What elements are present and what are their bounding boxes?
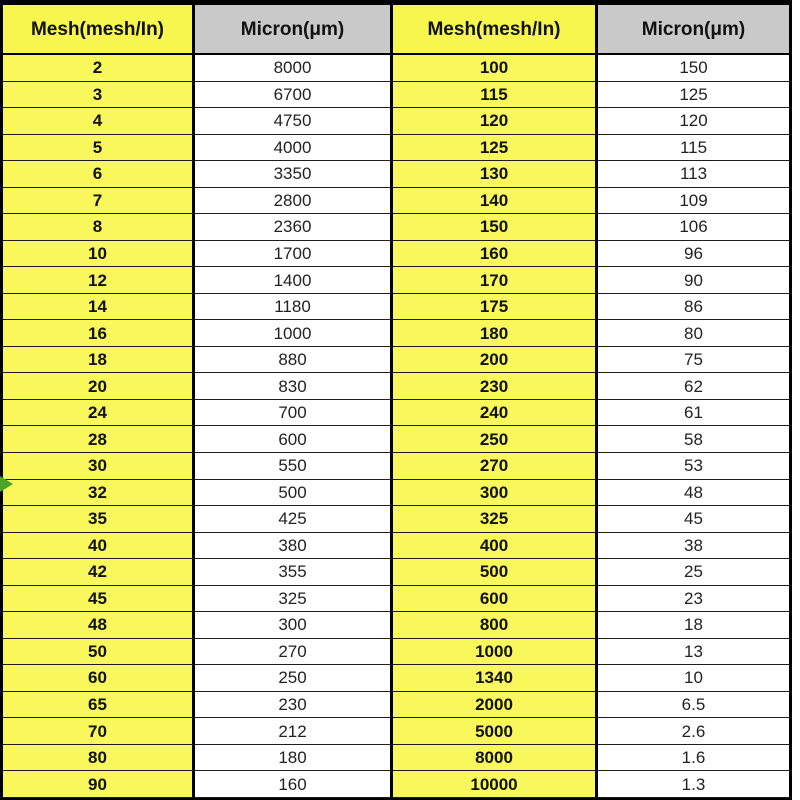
table-row [0,214,792,241]
micron-cell: 86 [598,294,792,321]
micron-cell: 53 [598,453,792,480]
mesh-cell: 12 [0,267,195,294]
micron-cell: 10 [598,665,792,692]
mesh-cell: 65 [0,692,195,719]
micron-cell: 150 [598,55,792,82]
mesh-cell: 4 [0,108,195,135]
micron-cell: 4750 [195,108,393,135]
table-row [0,692,792,719]
micron-cell: 300 [195,612,393,639]
mesh-cell: 60 [0,665,195,692]
mesh-cell: 32 [0,480,195,507]
micron-cell: 3350 [195,161,393,188]
mesh-cell: 175 [393,294,598,321]
micron-cell: 1400 [195,267,393,294]
table-row [0,400,792,427]
green-arrow-artifact-icon [0,476,13,492]
micron-cell: 96 [598,241,792,268]
header-cell-mesh-right: Mesh(mesh/In) [393,5,598,55]
header-cell-micron-right: Micron(μm) [598,5,792,55]
micron-cell: 830 [195,373,393,400]
mesh-cell: 35 [0,506,195,533]
mesh-cell: 240 [393,400,598,427]
mesh-cell: 600 [393,586,598,613]
mesh-cell: 270 [393,453,598,480]
table-row [0,320,792,347]
micron-cell: 250 [195,665,393,692]
header-cell-micron-left: Micron(μm) [195,5,393,55]
table-row [0,347,792,374]
mesh-cell: 160 [393,241,598,268]
micron-cell: 2.6 [598,718,792,745]
mesh-cell: 42 [0,559,195,586]
mesh-cell: 125 [393,135,598,162]
micron-cell: 125 [598,82,792,109]
mesh-cell: 70 [0,718,195,745]
micron-cell: 25 [598,559,792,586]
mesh-cell: 230 [393,373,598,400]
micron-cell: 425 [195,506,393,533]
mesh-cell: 50 [0,639,195,666]
mesh-cell: 16 [0,320,195,347]
micron-cell: 113 [598,161,792,188]
micron-cell: 550 [195,453,393,480]
micron-cell: 230 [195,692,393,719]
mesh-cell: 14 [0,294,195,321]
mesh-cell: 115 [393,82,598,109]
micron-cell: 1.3 [598,771,792,798]
mesh-cell: 1000 [393,639,598,666]
micron-cell: 115 [598,135,792,162]
micron-cell: 75 [598,347,792,374]
micron-cell: 90 [598,267,792,294]
mesh-cell: 3 [0,82,195,109]
mesh-cell: 5000 [393,718,598,745]
micron-cell: 500 [195,480,393,507]
mesh-cell: 8000 [393,745,598,772]
table-row [0,241,792,268]
mesh-cell: 45 [0,586,195,613]
micron-cell: 109 [598,188,792,215]
table-row [0,55,792,82]
table-row [0,718,792,745]
mesh-cell: 20 [0,373,195,400]
mesh-cell: 250 [393,426,598,453]
table-row [0,108,792,135]
table-row [0,559,792,586]
mesh-cell: 90 [0,771,195,798]
micron-cell: 160 [195,771,393,798]
table-row [0,506,792,533]
table-row [0,586,792,613]
mesh-cell: 8 [0,214,195,241]
micron-cell: 6700 [195,82,393,109]
micron-cell: 325 [195,586,393,613]
mesh-cell: 10000 [393,771,598,798]
mesh-cell: 10 [0,241,195,268]
table-row [0,161,792,188]
micron-cell: 700 [195,400,393,427]
mesh-cell: 400 [393,533,598,560]
micron-cell: 13 [598,639,792,666]
micron-cell: 355 [195,559,393,586]
table-header-row [0,5,792,55]
micron-cell: 1.6 [598,745,792,772]
mesh-cell: 1340 [393,665,598,692]
mesh-cell: 2 [0,55,195,82]
micron-cell: 61 [598,400,792,427]
micron-cell: 4000 [195,135,393,162]
micron-cell: 38 [598,533,792,560]
table-row [0,82,792,109]
micron-cell: 1700 [195,241,393,268]
micron-cell: 270 [195,639,393,666]
micron-cell: 106 [598,214,792,241]
mesh-cell: 500 [393,559,598,586]
mesh-cell: 7 [0,188,195,215]
mesh-cell: 5 [0,135,195,162]
table-row [0,267,792,294]
mesh-cell: 30 [0,453,195,480]
micron-cell: 1180 [195,294,393,321]
table-row [0,294,792,321]
table-row [0,453,792,480]
table-row [0,426,792,453]
mesh-cell: 18 [0,347,195,374]
mesh-cell: 300 [393,480,598,507]
micron-cell: 2360 [195,214,393,241]
table-row [0,639,792,666]
mesh-cell: 150 [393,214,598,241]
micron-cell: 58 [598,426,792,453]
mesh-cell: 140 [393,188,598,215]
micron-cell: 180 [195,745,393,772]
micron-cell: 2800 [195,188,393,215]
table-row [0,480,792,507]
mesh-cell: 120 [393,108,598,135]
mesh-cell: 100 [393,55,598,82]
mesh-cell: 6 [0,161,195,188]
micron-cell: 80 [598,320,792,347]
mesh-cell: 28 [0,426,195,453]
micron-cell: 45 [598,506,792,533]
micron-cell: 8000 [195,55,393,82]
mesh-cell: 2000 [393,692,598,719]
mesh-cell: 130 [393,161,598,188]
mesh-cell: 325 [393,506,598,533]
table-row [0,188,792,215]
table-row [0,373,792,400]
micron-cell: 6.5 [598,692,792,719]
mesh-cell: 170 [393,267,598,294]
mesh-cell: 180 [393,320,598,347]
micron-cell: 880 [195,347,393,374]
micron-cell: 380 [195,533,393,560]
mesh-cell: 80 [0,745,195,772]
table-row [0,135,792,162]
table-row [0,533,792,560]
mesh-cell: 40 [0,533,195,560]
table-row [0,612,792,639]
mesh-cell: 800 [393,612,598,639]
mesh-cell: 200 [393,347,598,374]
mesh-cell: 24 [0,400,195,427]
table-row [0,745,792,772]
micron-cell: 18 [598,612,792,639]
header-cell-mesh-left: Mesh(mesh/In) [0,5,195,55]
table-row [0,771,792,798]
micron-cell: 48 [598,480,792,507]
micron-cell: 212 [195,718,393,745]
micron-cell: 600 [195,426,393,453]
micron-cell: 23 [598,586,792,613]
micron-cell: 62 [598,373,792,400]
micron-cell: 120 [598,108,792,135]
table-row [0,665,792,692]
mesh-cell: 48 [0,612,195,639]
micron-cell: 1000 [195,320,393,347]
